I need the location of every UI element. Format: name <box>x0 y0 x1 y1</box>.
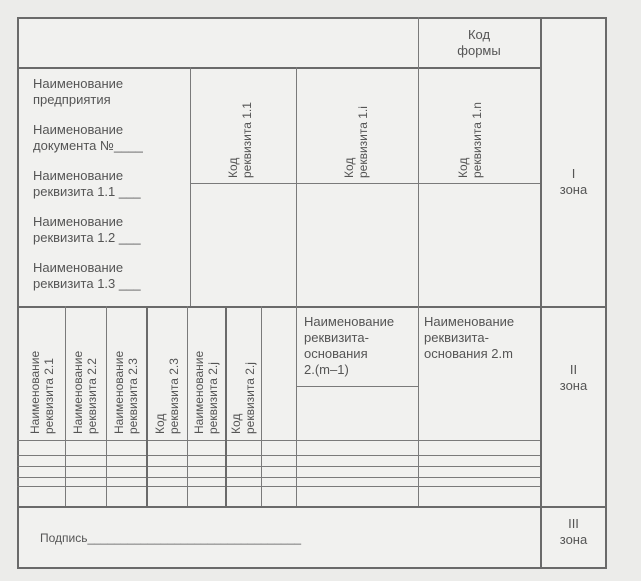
divider <box>296 386 418 387</box>
name-requisite-2-j: Наименование реквизита 2.j <box>192 350 220 434</box>
divider <box>146 306 148 506</box>
zone-2-label: II зона <box>559 362 588 393</box>
code-requisite-1-1: Код реквизита 1.1 <box>226 102 254 178</box>
base-requisite-m-1: Наименование реквизита- основания 2.(m–1) <box>304 314 395 377</box>
divider <box>17 486 541 487</box>
divider <box>540 17 542 569</box>
divider <box>225 306 227 506</box>
name-requisite-2-1: Наименование реквизита 2.1 <box>28 350 56 434</box>
divider <box>418 17 419 506</box>
enterprise-name-label: Наименование предприятия <box>33 76 124 107</box>
document-name-label: Наименование документа №____ <box>33 122 143 153</box>
divider <box>261 306 262 506</box>
divider <box>190 67 191 306</box>
requisite-1-2-label: Наименование реквизита 1.2 ___ <box>33 214 141 245</box>
divider <box>17 506 607 508</box>
zone-1-label: I зона <box>559 166 588 197</box>
divider <box>106 306 107 506</box>
divider <box>190 183 541 184</box>
requisite-1-1-label: Наименование реквизита 1.1 ___ <box>33 168 141 199</box>
form-code-label: Код формы <box>457 27 501 58</box>
divider <box>17 67 541 69</box>
code-requisite-2-j: Код реквизита 2.j <box>229 362 257 434</box>
signature-line: Подпись________________________________ <box>40 531 302 545</box>
divider <box>17 440 541 441</box>
divider <box>187 306 188 506</box>
name-requisite-2-3: Наименование реквизита 2.3 <box>112 350 140 434</box>
name-requisite-2-2: Наименование реквизита 2.2 <box>71 350 99 434</box>
divider <box>296 67 297 306</box>
divider <box>65 306 66 506</box>
divider <box>17 455 541 456</box>
code-requisite-1-i: Код реквизита 1.i <box>342 106 370 178</box>
zone-3-label: III зона <box>559 516 588 547</box>
divider <box>296 306 297 506</box>
code-requisite-2-3: Код реквизита 2.3 <box>153 358 181 434</box>
base-requisite-m: Наименование реквизита- основания 2.m <box>424 314 515 361</box>
divider <box>17 466 541 467</box>
divider <box>17 477 541 478</box>
code-requisite-1-n: Код реквизита 1.n <box>456 102 484 178</box>
requisite-1-3-label: Наименование реквизита 1.3 ___ <box>33 260 141 291</box>
